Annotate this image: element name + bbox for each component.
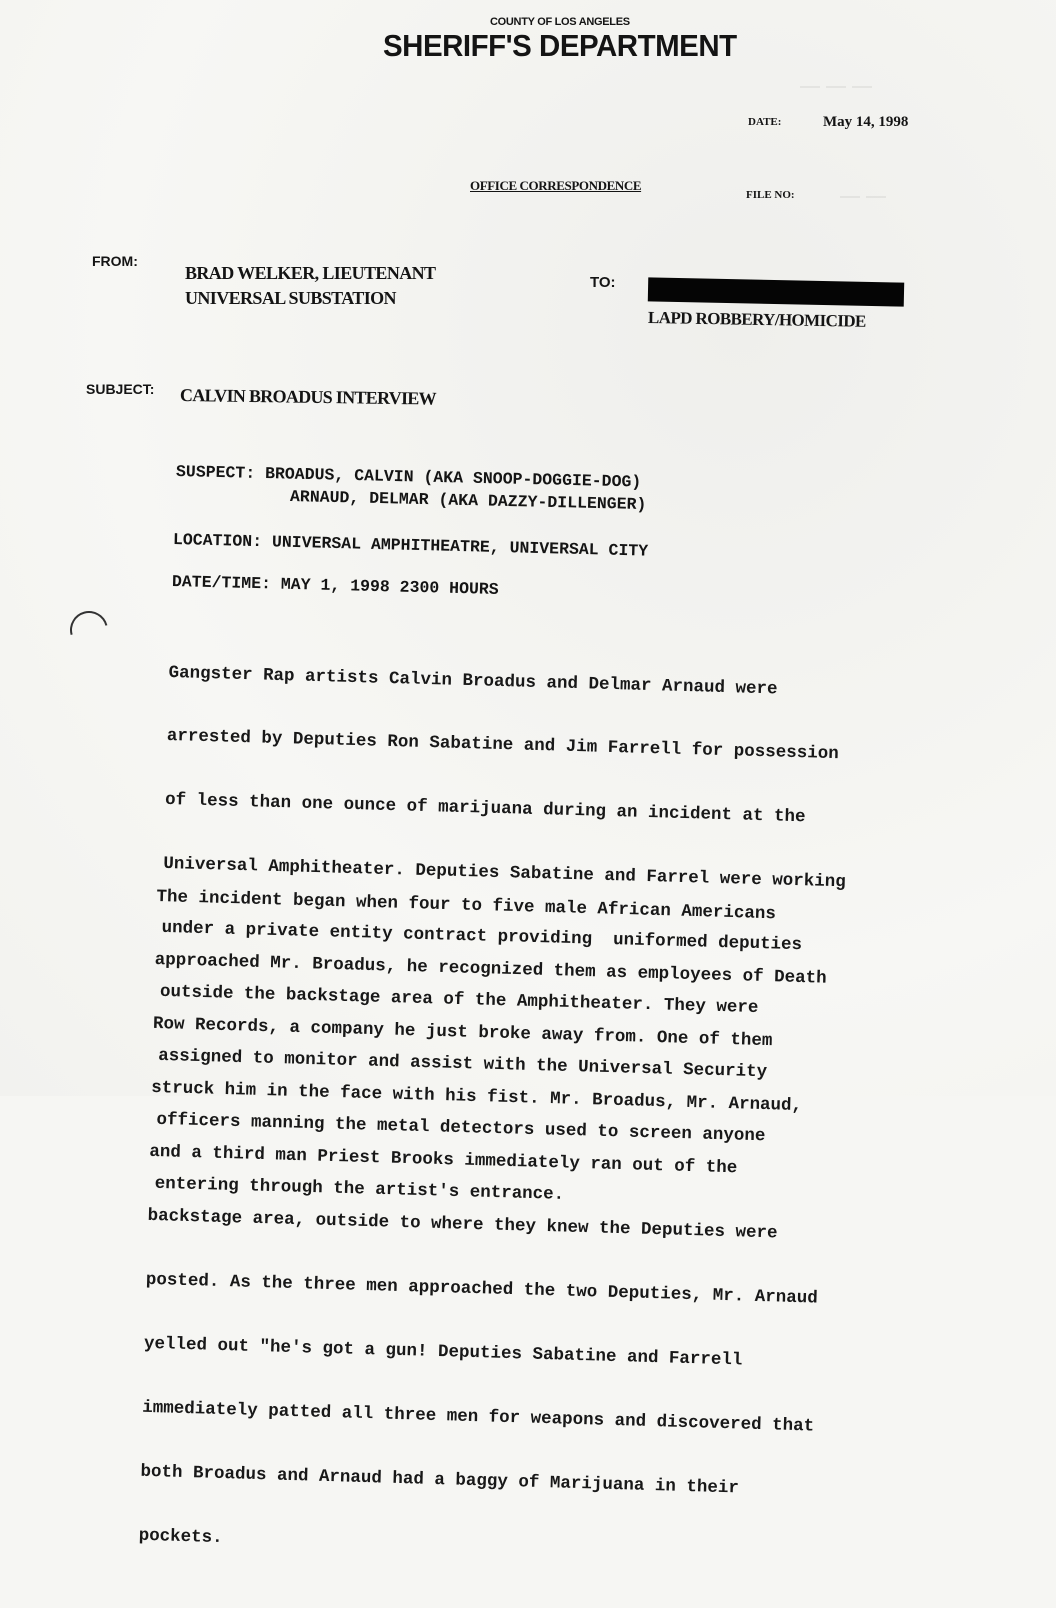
county-heading: COUNTY OF LOS ANGELES bbox=[490, 16, 630, 28]
paragraph-2 bbox=[137, 844, 830, 1608]
paragraph-1-line: entering through the artist's entrance. bbox=[154, 1173, 565, 1205]
file-number-label: FILE NO: bbox=[746, 189, 795, 201]
suspect-line-2: ARNAUD, DELMAR (AKA DAZZY-DILLENGER) bbox=[289, 487, 647, 515]
paragraph-1-line: officers manning the metal detectors used to screen anyone bbox=[156, 1109, 766, 1147]
to-unit: LAPD ROBBERY/HOMICIDE bbox=[647, 308, 866, 331]
paragraph-2-line: backstage area, outside to where they knew the Deputies were bbox=[147, 1205, 778, 1244]
redaction-bar bbox=[648, 277, 904, 306]
paragraph-2-line: yelled out "he's got a gun! Deputies Sabatine and Farrell bbox=[143, 1333, 743, 1371]
paragraph-2-line: pockets. bbox=[138, 1525, 223, 1548]
paragraph-2-line: approached Mr. Broadus, he recognized them as employees of Death bbox=[154, 950, 827, 990]
subject-value: CALVIN BROADUS INTERVIEW bbox=[179, 385, 437, 409]
suspect-line-1: SUSPECT: BROADUS, CALVIN (AKA SNOOP-DOGGIE-DOG) bbox=[175, 462, 642, 492]
paragraph-1-line: Gangster Rap artists Calvin Broadus and Delmar Arnaud were bbox=[168, 662, 778, 700]
punch-hole-mark bbox=[63, 604, 115, 656]
paragraph-2-line: The incident began when four to five male African Americans bbox=[156, 886, 777, 924]
paragraph-1-line: arrested by Deputies Ron Sabatine and Jim Farrell for possession bbox=[166, 726, 839, 765]
paragraph-1-line: Universal Amphitheater. Deputies Sabatine and Farrel were working bbox=[163, 854, 847, 893]
paragraph-2-line: Row Records, a company he just broke away from. One of them bbox=[152, 1014, 773, 1052]
subject-label: SUBJECT: bbox=[86, 381, 155, 397]
department-title: SHERIFF'S DEPARTMENT bbox=[383, 28, 737, 63]
office-correspondence-label: OFFICE CORRESPONDENCE bbox=[470, 178, 642, 193]
to-label: TO: bbox=[590, 274, 616, 291]
date-label: DATE: bbox=[748, 116, 782, 128]
paragraph-2-line: posted. As the three men approached the two Deputies, Mr. Arnaud bbox=[145, 1269, 818, 1309]
paragraph-2-line: and a third man Priest Brooks immediately ran out of the bbox=[149, 1142, 738, 1179]
from-unit: UNIVERSAL SUBSTATION bbox=[185, 288, 396, 308]
paragraph-1-line: outside the backstage area of the Amphitheater. They were bbox=[159, 981, 759, 1019]
from-label: FROM: bbox=[92, 253, 138, 269]
paragraph-2-line: immediately patted all three men for weapons and discovered that bbox=[141, 1397, 815, 1437]
datetime-line: DATE/TIME: MAY 1, 1998 2300 HOURS bbox=[171, 572, 499, 599]
paragraph-1-line: assigned to monitor and assist with the Universal Security bbox=[157, 1045, 768, 1083]
paragraph-1-line: of less than one ounce of marijuana during an incident at the bbox=[164, 790, 806, 828]
paragraph-2-line: struck him in the face with his fist. Mr. Broadus, Mr. Arnaud, bbox=[150, 1078, 803, 1117]
paragraph-2-line: both Broadus and Arnaud had a baggy of Marijuana in their bbox=[140, 1461, 740, 1499]
location-line: LOCATION: UNIVERSAL AMPHITHEATRE, UNIVERSAL CITY bbox=[172, 530, 649, 561]
bleed-through-texture: ⎯⎯⎯ bbox=[800, 61, 878, 106]
bleed-through-texture: ⎯⎯ bbox=[840, 171, 892, 216]
paragraph-1-line: under a private entity contract providing uniformed deputies bbox=[161, 918, 803, 956]
from-name: BRAD WELKER, LIEUTENANT bbox=[185, 263, 436, 283]
date-value: May 14, 1998 bbox=[823, 114, 909, 130]
